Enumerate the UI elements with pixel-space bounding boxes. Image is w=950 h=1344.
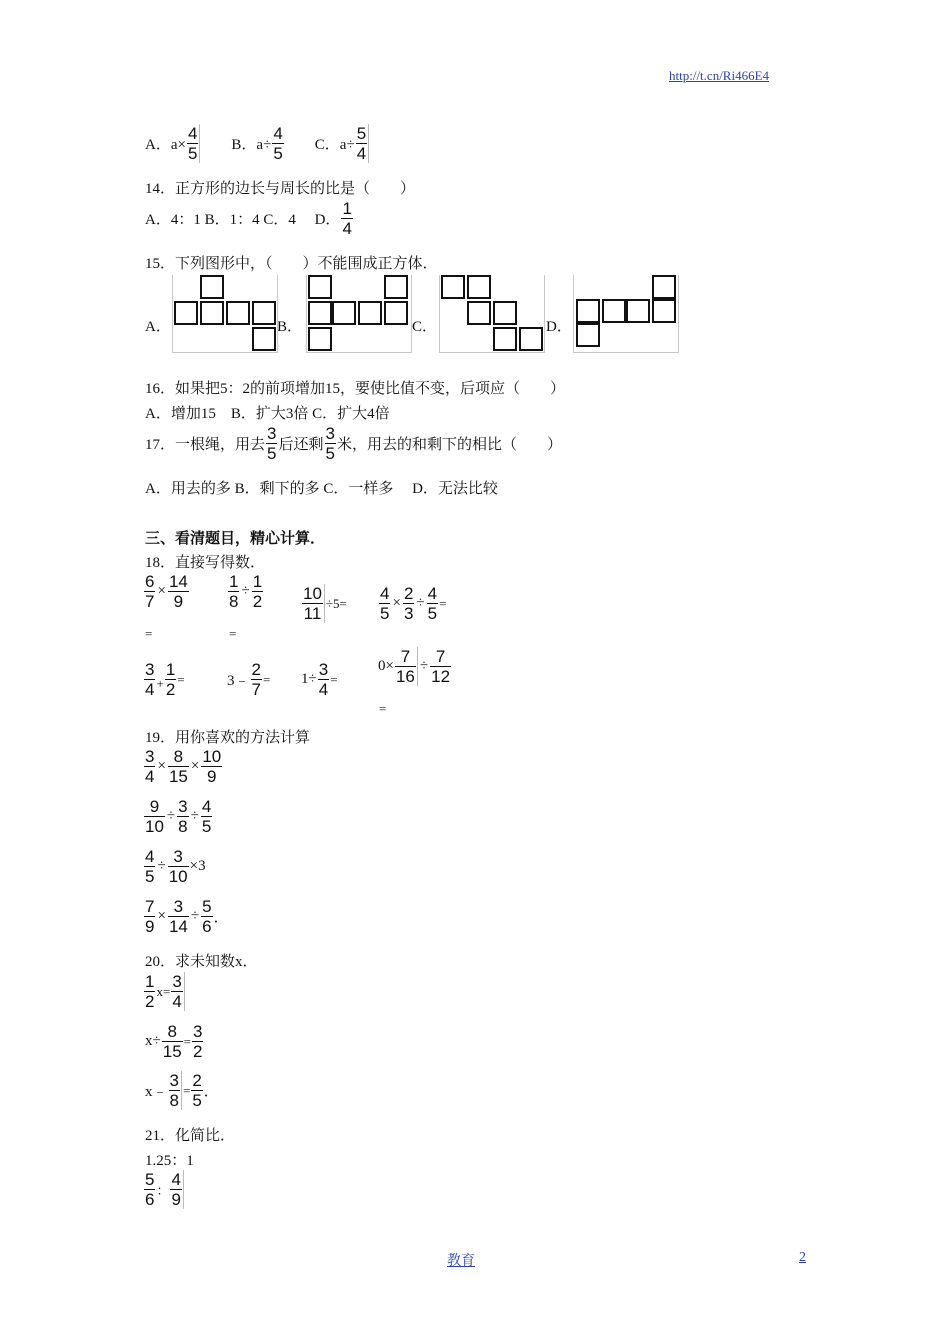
q13-option-c-fraction: $\frac{5}{4}$ (356, 124, 369, 163)
q17-options: A．用去的多 B．剩下的多 C．一样多 D．无法比较 (145, 481, 498, 497)
q20-expr-2: x÷ $\frac{8}{15}$ = $\frac{3}{2}$ (145, 1022, 203, 1061)
q13-option-b-label: B．a÷ (231, 137, 272, 153)
q21-expr-2: $\frac{5}{6}$ ： $\frac{4}{9}$ (143, 1170, 185, 1209)
q13-option-a-label: A．a× (145, 137, 186, 153)
q15-option-a-label: A． (145, 319, 171, 335)
q20-question: 20．求未知数x． (145, 954, 258, 970)
footer-center-link[interactable]: 教育 (447, 1254, 475, 1269)
q19-expr-4: $\frac{7}{9}$ × $\frac{3}{14}$ ÷ $\frac{5}{6}$ ． (145, 897, 229, 936)
q18-question: 18．直接写得数． (145, 555, 266, 571)
q19-expr-2: $\frac{9}{10}$ ÷ $\frac{3}{8}$ ÷ $\frac{4}{5}$ (145, 797, 212, 836)
q14-options-text: A．4：1 B．1：4 C．4 D． (145, 212, 341, 228)
q13-options (145, 124, 370, 163)
q18-expr-2-equals: = (229, 626, 237, 641)
footer-page-number[interactable]: 2 (799, 1250, 806, 1265)
q13-option-b-fraction: $\frac{4}{5}$ (273, 124, 283, 163)
section-3-heading: 三、看清题目，精心计算． (145, 531, 326, 547)
q20-expr-1: $\frac{1}{2}$ x= $\frac{3}{4}$ (143, 972, 186, 1011)
q18-expr-4: $\frac{4}{5}$ × $\frac{2}{3}$ ÷ $\frac{4}{5}$ = (380, 584, 447, 623)
q19-question: 19．用你喜欢的方法计算 (145, 730, 311, 746)
q21-expr-1: 1.25：1 (145, 1153, 194, 1169)
q18-expr-8-equals: = (379, 701, 387, 716)
q21-question: 21．化简比． (145, 1128, 236, 1144)
q15-option-d-label: D． (546, 319, 572, 335)
q15-option-b-label: B． (277, 319, 303, 335)
q15-option-c-label: C． (412, 319, 438, 335)
q15-question: 15．下列图形中，（ ）不能围成正方体． (145, 256, 438, 272)
header-url-link[interactable]: http://t.cn/Ri466E4 (669, 68, 770, 83)
q18-expr-1: $\frac{6}{7}$ × $\frac{14}{9}$ (145, 572, 188, 611)
q16-options: A．增加15 B．扩大3倍 C．扩大4倍 (145, 406, 390, 422)
q18-expr-2: $\frac{1}{8}$ ÷ $\frac{1}{2}$ (229, 572, 263, 611)
q19-expr-3: $\frac{4}{5}$ ÷ $\frac{3}{10}$ ×3 (145, 847, 206, 886)
q14-option-d-fraction: $\frac{1}{4}$ (342, 199, 352, 238)
q20-expr-3: x﹣ $\frac{3}{8}$ = $\frac{2}{5}$ ． (145, 1071, 219, 1110)
q17-fraction-left: $\frac{3}{5}$ (325, 424, 335, 463)
q18-expr-7: 1÷ $\frac{3}{4}$ = (301, 660, 338, 699)
q13-option-c-label: C．a÷ (314, 137, 355, 153)
q18-expr-6: 3﹣ $\frac{2}{7}$ = (227, 660, 271, 699)
q17-question (145, 424, 562, 463)
q13-option-a-fraction: $\frac{4}{5}$ (187, 124, 200, 163)
q14-options (145, 199, 354, 238)
q18-expr-8: 0× $\frac{7}{16}$ ÷ $\frac{7}{12}$ (378, 647, 451, 686)
q18-expr-5: $\frac{3}{4}$ + $\frac{1}{2}$ = (145, 660, 185, 699)
q17-fraction-used: $\frac{3}{5}$ (267, 424, 277, 463)
q17-text-pre: 17．一根绳，用去 (145, 437, 266, 453)
q18-expr-3: $\frac{10}{11}$ ÷5= (303, 584, 347, 623)
q14-question: 14．正方形的边长与周长的比是（ ） (145, 181, 416, 197)
q18-expr-1-equals: = (145, 626, 153, 641)
q17-text-post: 米，用去的和剩下的相比（ ） (336, 437, 562, 453)
q19-expr-1: $\frac{3}{4}$ × $\frac{8}{15}$ × $\frac{10}{9}$ (145, 747, 222, 786)
q16-question: 16．如果把5：2的前项增加15，要使比值不变，后项应（ ） (145, 381, 566, 397)
q17-text-mid: 后还剩 (278, 437, 324, 453)
